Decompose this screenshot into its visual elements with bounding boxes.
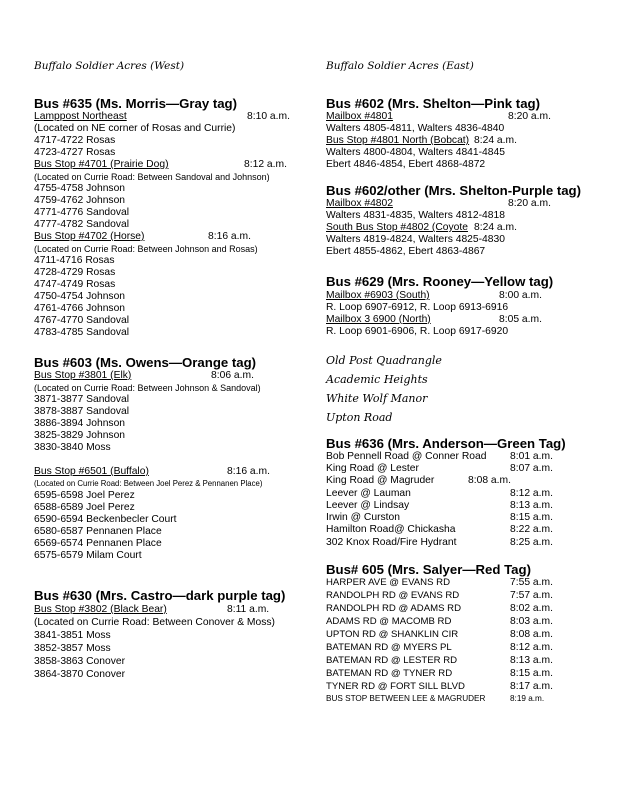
stop-time: 8:13 a.m. — [510, 655, 553, 666]
area-label: Old Post Quadrangle — [326, 354, 442, 367]
bus-635-title: Bus #635 (Ms. Morris—Gray tag) — [34, 96, 238, 111]
stop-time: 8:19 a.m. — [510, 694, 545, 703]
address-line: 6588-6589 Joel Perez — [34, 502, 135, 513]
stop-place: King Road @ Lester — [326, 463, 419, 474]
address-line: 4755-4758 Johnson — [34, 183, 126, 194]
bus-602-stop2-label: Bus Stop #4801 North (Bobcat) — [326, 135, 470, 146]
address-line: 6590-6594 Beckenbecler Court — [34, 514, 177, 525]
stop-time: 8:02 a.m. — [510, 603, 553, 614]
address-line: Ebert 4846-4854, Ebert 4868-4872 — [326, 159, 486, 170]
address-line: 6580-6587 Pennanen Place — [34, 526, 162, 537]
stop-place: UPTON RD @ SHANKLIN CIR — [326, 629, 459, 640]
bus-629-stop2-time: 8:05 a.m. — [499, 314, 542, 325]
bus-602-other-stop2-time: 8:24 a.m. — [474, 222, 517, 233]
stop-time: 7:55 a.m. — [510, 577, 553, 588]
address-line: 4783-4785 Sandoval — [34, 327, 130, 338]
bus-603-stop1-label: Bus Stop #3801 (Elk) — [34, 370, 132, 381]
bus-602-other-stop1-label: Mailbox #4802 — [326, 198, 393, 209]
address-line: 3871-3877 Sandoval — [34, 394, 130, 405]
stop-time: 8:25 a.m. — [510, 537, 553, 548]
address-line: 4777-4782 Sandoval — [34, 219, 130, 230]
bus-602-stop2-time: 8:24 a.m. — [474, 135, 517, 146]
address-line: 4728-4729 Rosas — [34, 267, 116, 278]
address-line: 4759-4762 Johnson — [34, 195, 126, 206]
stop-time: 8:17 a.m. — [510, 681, 553, 692]
bus-605-title: Bus# 605 (Mrs. Salyer—Red Tag) — [326, 562, 531, 577]
stop-time: 8:08 a.m. — [468, 475, 511, 486]
stop-place: Bob Pennell Road @ Conner Road — [326, 451, 487, 462]
stop-place: King Road @ Magruder — [326, 475, 435, 486]
address-line: 4767-4770 Sandoval — [34, 315, 130, 326]
address-line: 6595-6598 Joel Perez — [34, 490, 135, 501]
bus-629-stop1-time: 8:00 a.m. — [499, 290, 542, 301]
stop-place: TYNER RD @ FORT SILL BLVD — [326, 681, 465, 692]
stop-time: 8:22 a.m. — [510, 524, 553, 535]
stop-place: BUS STOP BETWEEN LEE & MAGRUDER — [326, 694, 486, 703]
address-line: 3886-3894 Johnson — [34, 418, 126, 429]
area-label: White Wolf Manor — [326, 392, 428, 405]
address-line: 6575-6579 Milam Court — [34, 550, 142, 561]
stop-place: Leever @ Lindsay — [326, 500, 410, 511]
bus-602-other-stop2-label: South Bus Stop #4802 (Coyote — [326, 222, 468, 233]
address-line: R. Loop 6901-6906, R. Loop 6917-6920 — [326, 326, 509, 337]
bus-602-other-title: Bus #602/other (Mrs. Shelton-Purple tag) — [326, 183, 581, 198]
stop-place: Leever @ Lauman — [326, 488, 411, 499]
bus-603-stop2-label: Bus Stop #6501 (Buffalo) — [34, 466, 149, 477]
address-line: 4711-4716 Rosas — [34, 255, 115, 266]
address-line: 4750-4754 Johnson — [34, 291, 126, 302]
stop-place: Hamilton Road@ Chickasha — [326, 524, 456, 535]
stop-place: BATEMAN RD @ LESTER RD — [326, 655, 458, 666]
bus-635-stop2-time: 8:12 a.m. — [244, 159, 287, 170]
area-label: Upton Road — [326, 411, 393, 424]
bus-635-stop2-label: Bus Stop #4701 (Prairie Dog) — [34, 159, 169, 170]
bus-635-stop1-time: 8:10 a.m. — [247, 111, 290, 122]
stop-place: HARPER AVE @ EVANS RD — [326, 577, 451, 588]
stop-time: 8:15 a.m. — [510, 512, 553, 523]
bus-635-note2: (Located on Currie Road: Between Sandoval and Johnson) — [34, 172, 270, 182]
address-line: 4717-4722 Rosas — [34, 135, 116, 146]
bus-603-stop1-time: 8:06 a.m. — [211, 370, 254, 381]
stop-time: 8:12 a.m. — [510, 488, 553, 499]
address-line: Walters 4805-4811, Walters 4836-4840 — [326, 123, 505, 134]
address-line: 4761-4766 Johnson — [34, 303, 126, 314]
bus-602-other-stop1-time: 8:20 a.m. — [508, 198, 551, 209]
address-line: 3830-3840 Moss — [34, 442, 111, 453]
address-line: Walters 4819-4824, Walters 4825-4830 — [326, 234, 505, 245]
stop-time: 8:03 a.m. — [510, 616, 553, 627]
bus-602-stop1-label: Mailbox #4801 — [326, 111, 393, 122]
bus-635-note1: (Located on NE corner of Rosas and Currie) — [34, 123, 236, 134]
stop-time: 8:13 a.m. — [510, 500, 553, 511]
address-line: 6569-6574 Pennanen Place — [34, 538, 162, 549]
east-heading: Buffalo Soldier Acres (East) — [326, 60, 474, 72]
stop-place: Irwin @ Curston — [326, 512, 400, 523]
stop-place: RANDOLPH RD @ EVANS RD — [326, 590, 460, 601]
bus-603-title: Bus #603 (Ms. Owens—Orange tag) — [34, 355, 257, 370]
address-line: 3825-3829 Johnson — [34, 430, 126, 441]
bus-630-note1: (Located on Currie Road: Between Conover & Moss) — [34, 617, 275, 628]
stop-place: ADAMS RD @ MACOMB RD — [326, 616, 452, 627]
bus-635-note3: (Located on Currie Road: Between Johnson and Rosas) — [34, 244, 258, 254]
bus-603-note1: (Located on Currie Road: Between Johnson & Sandoval) — [34, 383, 261, 393]
bus-602-stop1-time: 8:20 a.m. — [508, 111, 551, 122]
bus-630-stop1-label: Bus Stop #3802 (Black Bear) — [34, 604, 167, 615]
bus-635-stop3-time: 8:16 a.m. — [208, 231, 251, 242]
address-line: 3858-3863 Conover — [34, 656, 126, 667]
address-line: 4771-4776 Sandoval — [34, 207, 130, 218]
bus-635-stop3-label: Bus Stop #4702 (Horse) — [34, 231, 145, 242]
address-line: R. Loop 6907-6912, R. Loop 6913-6916 — [326, 302, 509, 313]
address-line: 4723-4727 Rosas — [34, 147, 116, 158]
address-line: 3878-3887 Sandoval — [34, 406, 130, 417]
bus-603-note2: (Located on Currie Road: Between Joel Perez & Pennanen Place) — [34, 479, 263, 488]
bus-635-stop1-label: Lamppost Northeast — [34, 111, 127, 122]
bus-602-title: Bus #602 (Mrs. Shelton—Pink tag) — [326, 96, 540, 111]
west-heading: Buffalo Soldier Acres (West) — [34, 60, 185, 72]
address-line: Walters 4800-4804, Walters 4841-4845 — [326, 147, 505, 158]
bus-603-stop2-time: 8:16 a.m. — [227, 466, 270, 477]
stop-time: 7:57 a.m. — [510, 590, 553, 601]
stop-time: 8:08 a.m. — [510, 629, 553, 640]
address-line: 4747-4749 Rosas — [34, 279, 116, 290]
stop-time: 8:01 a.m. — [510, 451, 553, 462]
stop-place: BATEMAN RD @ MYERS PL — [326, 642, 452, 653]
stop-place: RANDOLPH RD @ ADAMS RD — [326, 603, 462, 614]
address-line: Ebert 4855-4862, Ebert 4863-4867 — [326, 246, 486, 257]
stop-place: 302 Knox Road/Fire Hydrant — [326, 537, 457, 548]
area-label: Academic Heights — [326, 373, 428, 386]
address-line: Walters 4831-4835, Walters 4812-4818 — [326, 210, 505, 221]
bus-629-title: Bus #629 (Mrs. Rooney—Yellow tag) — [326, 274, 554, 289]
address-line: 3864-3870 Conover — [34, 669, 126, 680]
bus-629-stop1-label: Mailbox #6903 (South) — [326, 290, 430, 301]
stop-time: 8:15 a.m. — [510, 668, 553, 679]
stop-place: BATEMAN RD @ TYNER RD — [326, 668, 453, 679]
address-line: 3852-3857 Moss — [34, 643, 111, 654]
stop-time: 8:12 a.m. — [510, 642, 553, 653]
bus-636-title: Bus #636 (Mrs. Anderson—Green Tag) — [326, 436, 566, 451]
bus-630-stop1-time: 8:11 a.m. — [227, 604, 270, 615]
bus-629-stop2-label: Mailbox 3 6900 (North) — [326, 314, 431, 325]
stop-time: 8:07 a.m. — [510, 463, 553, 474]
bus-630-title: Bus #630 (Mrs. Castro—dark purple tag) — [34, 588, 286, 603]
address-line: 3841-3851 Moss — [34, 630, 111, 641]
